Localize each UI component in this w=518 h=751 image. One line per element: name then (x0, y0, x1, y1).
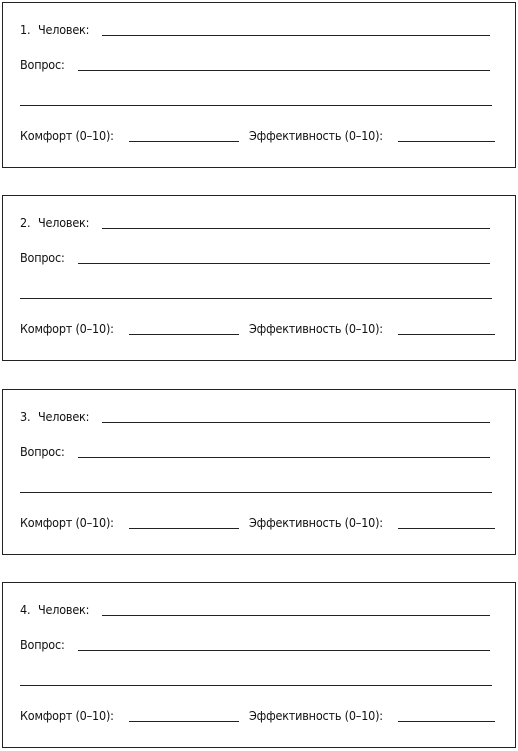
question-continuation-line[interactable] (20, 685, 492, 686)
efficiency-line[interactable] (398, 721, 495, 722)
comfort-line[interactable] (129, 721, 239, 722)
efficiency-label: Эффективность (0–10): (249, 128, 383, 143)
question-line[interactable] (78, 650, 490, 651)
question-continuation-line[interactable] (20, 298, 492, 299)
efficiency-line[interactable] (398, 141, 495, 142)
question-continuation-line[interactable] (20, 492, 492, 493)
comfort-label: Комфорт (0–10): (20, 128, 114, 143)
card-number: 1. (20, 22, 31, 37)
card-number: 3. (20, 409, 31, 424)
card-number: 2. (20, 215, 31, 230)
person-label: Человек: (38, 409, 90, 424)
question-label: Вопрос: (20, 637, 65, 652)
comfort-label: Комфорт (0–10): (20, 321, 114, 336)
person-line[interactable] (102, 35, 490, 36)
question-line[interactable] (78, 263, 490, 264)
question-label: Вопрос: (20, 444, 65, 459)
efficiency-line[interactable] (398, 528, 495, 529)
question-label: Вопрос: (20, 57, 65, 72)
comfort-label: Комфорт (0–10): (20, 708, 114, 723)
person-label: Человек: (38, 22, 90, 37)
card-number: 4. (20, 602, 31, 617)
efficiency-label: Эффективность (0–10): (249, 515, 383, 530)
form-card-2 (2, 195, 516, 361)
comfort-line[interactable] (129, 141, 239, 142)
comfort-line[interactable] (129, 528, 239, 529)
person-line[interactable] (102, 615, 490, 616)
efficiency-line[interactable] (398, 334, 495, 335)
comfort-line[interactable] (129, 334, 239, 335)
form-card-1 (2, 2, 516, 168)
efficiency-label: Эффективность (0–10): (249, 321, 383, 336)
question-line[interactable] (78, 457, 490, 458)
person-line[interactable] (102, 422, 490, 423)
question-line[interactable] (78, 70, 490, 71)
form-card-3 (2, 389, 516, 555)
person-label: Человек: (38, 602, 90, 617)
comfort-label: Комфорт (0–10): (20, 515, 114, 530)
question-label: Вопрос: (20, 250, 65, 265)
form-card-4 (2, 582, 516, 748)
person-label: Человек: (38, 215, 90, 230)
efficiency-label: Эффективность (0–10): (249, 708, 383, 723)
question-continuation-line[interactable] (20, 105, 492, 106)
person-line[interactable] (102, 228, 490, 229)
